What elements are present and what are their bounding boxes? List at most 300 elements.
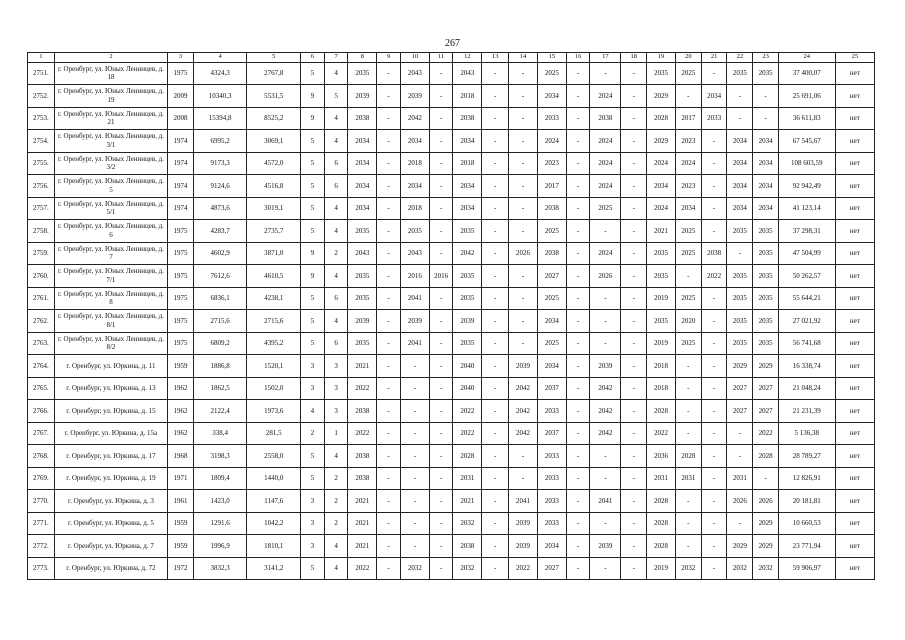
address-cell: г. Оренбург, ул. Юркина, д. 7 bbox=[54, 535, 167, 558]
table-cell: 4 bbox=[324, 62, 348, 85]
cost-cell: 12 826,91 bbox=[778, 467, 835, 490]
table-cell: 2033 bbox=[537, 512, 566, 535]
table-cell: - bbox=[566, 422, 590, 445]
table-cell: 4238,1 bbox=[247, 287, 301, 310]
table-cell: - bbox=[621, 422, 647, 445]
table-cell: 2039 bbox=[509, 512, 538, 535]
column-header: 13 bbox=[482, 53, 509, 63]
table-cell: 2022 bbox=[348, 557, 377, 580]
table-cell: 2035 bbox=[753, 265, 779, 288]
table-cell: 1147,6 bbox=[247, 490, 301, 513]
table-cell: 2034 bbox=[675, 197, 701, 220]
row-number-cell: 2761. bbox=[28, 287, 55, 310]
table-cell: 2035 bbox=[453, 287, 482, 310]
table-cell: - bbox=[377, 265, 401, 288]
table-cell: 2037 bbox=[537, 422, 566, 445]
column-header: 3 bbox=[168, 53, 194, 63]
table-cell: 2038 bbox=[348, 445, 377, 468]
table-cell: - bbox=[377, 310, 401, 333]
flag-cell: нет bbox=[835, 467, 874, 490]
table-cell: 2034 bbox=[537, 310, 566, 333]
table-cell: 1962 bbox=[168, 422, 194, 445]
table-cell: 1974 bbox=[168, 197, 194, 220]
table-cell: - bbox=[377, 175, 401, 198]
column-header: 6 bbox=[301, 53, 325, 63]
table-cell: - bbox=[675, 377, 701, 400]
table-cell: - bbox=[429, 467, 453, 490]
row-number-cell: 2754. bbox=[28, 130, 55, 153]
table-cell: 10340,3 bbox=[193, 85, 247, 108]
table-cell: - bbox=[701, 490, 727, 513]
table-cell: 2023 bbox=[537, 152, 566, 175]
table-cell: 2019 bbox=[647, 287, 676, 310]
flag-cell: нет bbox=[835, 445, 874, 468]
table-cell: 2025 bbox=[590, 197, 621, 220]
table-cell: - bbox=[753, 107, 779, 130]
table-cell: 4 bbox=[324, 130, 348, 153]
flag-cell: нет bbox=[835, 512, 874, 535]
flag-cell: нет bbox=[835, 62, 874, 85]
table-cell: 6995,2 bbox=[193, 130, 247, 153]
table-cell: - bbox=[701, 220, 727, 243]
table-cell: 2041 bbox=[590, 490, 621, 513]
table-cell: - bbox=[701, 152, 727, 175]
table-cell: 4395,2 bbox=[247, 332, 301, 355]
table-cell: 2025 bbox=[675, 62, 701, 85]
table-cell: - bbox=[566, 152, 590, 175]
address-cell: г. Оренбург, ул. Юных Ленинцев, д. 3/2 bbox=[54, 152, 167, 175]
table-cell: 2024 bbox=[590, 85, 621, 108]
table-cell: 2039 bbox=[400, 310, 429, 333]
table-cell: 4610,5 bbox=[247, 265, 301, 288]
table-cell: 5 bbox=[301, 197, 325, 220]
column-header: 1 bbox=[28, 53, 55, 63]
table-cell: 2029 bbox=[753, 355, 779, 378]
column-number-row bbox=[28, 53, 875, 63]
table-cell: - bbox=[675, 422, 701, 445]
flag-cell: нет bbox=[835, 287, 874, 310]
table-cell: - bbox=[509, 130, 538, 153]
table-cell: 2028 bbox=[647, 400, 676, 423]
table-cell: 2032 bbox=[400, 557, 429, 580]
column-header: 2 bbox=[54, 53, 167, 63]
table-cell: 15394,8 bbox=[193, 107, 247, 130]
table-cell: - bbox=[753, 85, 779, 108]
table-cell: 7612,6 bbox=[193, 265, 247, 288]
row-number-cell: 2752. bbox=[28, 85, 55, 108]
table-cell: 5 bbox=[301, 445, 325, 468]
table-cell: 2034 bbox=[453, 175, 482, 198]
table-cell: 9 bbox=[301, 242, 325, 265]
row-number-cell: 2759. bbox=[28, 242, 55, 265]
table-cell: 1959 bbox=[168, 355, 194, 378]
table-cell: 1975 bbox=[168, 265, 194, 288]
table-cell: 2027 bbox=[537, 557, 566, 580]
table-cell: - bbox=[509, 107, 538, 130]
table-cell: - bbox=[590, 287, 621, 310]
table-cell: 2025 bbox=[675, 287, 701, 310]
table-cell: - bbox=[509, 467, 538, 490]
table-cell: - bbox=[566, 220, 590, 243]
table-cell: 2767,8 bbox=[247, 62, 301, 85]
table-cell: - bbox=[701, 557, 727, 580]
table-cell: 6 bbox=[324, 332, 348, 355]
table-cell: - bbox=[429, 85, 453, 108]
table-cell: - bbox=[509, 197, 538, 220]
table-cell: - bbox=[377, 422, 401, 445]
address-cell: г. Оренбург, ул. Юных Ленинцев, д. 7 bbox=[54, 242, 167, 265]
table-cell: - bbox=[727, 85, 753, 108]
table-cell: 3 bbox=[301, 535, 325, 558]
flag-cell: нет bbox=[835, 355, 874, 378]
address-cell: г. Оренбург, ул. Юркина, д. 72 bbox=[54, 557, 167, 580]
table-cell: 3 bbox=[324, 377, 348, 400]
page-number: 267 bbox=[445, 38, 460, 49]
table-cell: 2035 bbox=[453, 265, 482, 288]
table-cell: - bbox=[566, 175, 590, 198]
table-cell: - bbox=[429, 62, 453, 85]
table-cell: 4 bbox=[301, 400, 325, 423]
table-cell: 2042 bbox=[590, 400, 621, 423]
table-cell: 1971 bbox=[168, 467, 194, 490]
table-cell: 2035 bbox=[727, 287, 753, 310]
table-cell: 2029 bbox=[727, 535, 753, 558]
table-cell: 8525,2 bbox=[247, 107, 301, 130]
table-cell: - bbox=[701, 377, 727, 400]
table-cell: 2027 bbox=[727, 400, 753, 423]
table-row bbox=[28, 85, 875, 108]
table-cell: 2017 bbox=[537, 175, 566, 198]
table-cell: - bbox=[377, 242, 401, 265]
table-cell: - bbox=[621, 467, 647, 490]
table-cell: 2038 bbox=[453, 107, 482, 130]
table-cell: 2034 bbox=[537, 85, 566, 108]
cost-cell: 37 400,07 bbox=[778, 62, 835, 85]
table-cell: - bbox=[377, 130, 401, 153]
table-cell: - bbox=[429, 490, 453, 513]
table-cell: 2023 bbox=[675, 175, 701, 198]
table-cell: 9173,3 bbox=[193, 152, 247, 175]
table-cell: 1502,0 bbox=[247, 377, 301, 400]
cost-cell: 37 298,31 bbox=[778, 220, 835, 243]
table-cell: 1973,6 bbox=[247, 400, 301, 423]
table-cell: 1440,0 bbox=[247, 467, 301, 490]
table-cell: 2023 bbox=[675, 130, 701, 153]
cost-cell: 92 942,49 bbox=[778, 175, 835, 198]
table-cell: 2021 bbox=[348, 355, 377, 378]
table-cell: 1042,2 bbox=[247, 512, 301, 535]
table-cell: 2024 bbox=[590, 242, 621, 265]
cost-cell: 28 789,27 bbox=[778, 445, 835, 468]
flag-cell: нет bbox=[835, 310, 874, 333]
table-cell: - bbox=[429, 107, 453, 130]
table-cell: 2020 bbox=[675, 310, 701, 333]
table-cell: 5 bbox=[301, 287, 325, 310]
table-cell: - bbox=[377, 85, 401, 108]
table-cell: 2036 bbox=[647, 445, 676, 468]
address-cell: г. Оренбург, ул. Юркина, д. 17 bbox=[54, 445, 167, 468]
table-cell: 3141,2 bbox=[247, 557, 301, 580]
address-cell: г. Оренбург, ул. Юных Ленинцев, д. 7/1 bbox=[54, 265, 167, 288]
table-cell: - bbox=[482, 242, 509, 265]
table-cell: 2035 bbox=[753, 242, 779, 265]
table-cell: 1974 bbox=[168, 152, 194, 175]
table-cell: - bbox=[429, 445, 453, 468]
table-cell: - bbox=[675, 490, 701, 513]
table-cell: 2018 bbox=[400, 152, 429, 175]
table-cell: 2029 bbox=[753, 535, 779, 558]
table-cell: - bbox=[701, 467, 727, 490]
table-cell: 2035 bbox=[453, 220, 482, 243]
table-cell: 5 bbox=[301, 220, 325, 243]
table-row bbox=[28, 467, 875, 490]
table-cell: 2028 bbox=[675, 445, 701, 468]
table-cell: 4324,3 bbox=[193, 62, 247, 85]
table-cell: 4 bbox=[324, 220, 348, 243]
cost-cell: 56 741,68 bbox=[778, 332, 835, 355]
table-cell: 3198,3 bbox=[193, 445, 247, 468]
cost-cell: 20 181,81 bbox=[778, 490, 835, 513]
table-cell: 2018 bbox=[400, 197, 429, 220]
table-cell: 2016 bbox=[400, 265, 429, 288]
table-cell: - bbox=[701, 535, 727, 558]
row-number-cell: 2766. bbox=[28, 400, 55, 423]
table-cell: 1809,4 bbox=[193, 467, 247, 490]
table-cell: 2027 bbox=[727, 377, 753, 400]
table-cell: 2043 bbox=[348, 242, 377, 265]
table-cell: 2035 bbox=[647, 265, 676, 288]
table-cell: - bbox=[566, 197, 590, 220]
table-cell: - bbox=[701, 130, 727, 153]
address-cell: г. Оренбург, ул. Юных Ленинцев, д. 19 bbox=[54, 85, 167, 108]
table-cell: - bbox=[400, 400, 429, 423]
column-header: 8 bbox=[348, 53, 377, 63]
table-cell: - bbox=[377, 535, 401, 558]
table-cell: 4572,0 bbox=[247, 152, 301, 175]
table-row bbox=[28, 377, 875, 400]
table-cell: 2029 bbox=[647, 85, 676, 108]
row-number-cell: 2768. bbox=[28, 445, 55, 468]
cost-cell: 23 771,94 bbox=[778, 535, 835, 558]
row-number-cell: 2763. bbox=[28, 332, 55, 355]
table-cell: 2558,0 bbox=[247, 445, 301, 468]
address-cell: г. Оренбург, ул. Юных Ленинцев, д. 21 bbox=[54, 107, 167, 130]
flag-cell: нет bbox=[835, 242, 874, 265]
table-cell: - bbox=[482, 400, 509, 423]
table-row bbox=[28, 535, 875, 558]
table-cell: - bbox=[400, 355, 429, 378]
table-cell: - bbox=[509, 220, 538, 243]
table-row bbox=[28, 287, 875, 310]
table-cell: - bbox=[590, 445, 621, 468]
table-cell: 2038 bbox=[537, 242, 566, 265]
cost-cell: 50 262,57 bbox=[778, 265, 835, 288]
table-cell: 3 bbox=[301, 512, 325, 535]
cost-cell: 67 545,67 bbox=[778, 130, 835, 153]
table-cell: 2041 bbox=[400, 287, 429, 310]
cost-cell: 21 231,39 bbox=[778, 400, 835, 423]
address-cell: г. Оренбург, ул. Юркина, д. 15а bbox=[54, 422, 167, 445]
row-number-cell: 2771. bbox=[28, 512, 55, 535]
table-cell: 2026 bbox=[727, 490, 753, 513]
table-cell: 2018 bbox=[453, 152, 482, 175]
table-cell: 2034 bbox=[348, 152, 377, 175]
table-cell: 2018 bbox=[453, 85, 482, 108]
table-cell: 2038 bbox=[590, 107, 621, 130]
table-cell: 2038 bbox=[348, 400, 377, 423]
table-cell: 2019 bbox=[647, 557, 676, 580]
table-cell: 2025 bbox=[537, 332, 566, 355]
table-cell: - bbox=[509, 287, 538, 310]
table-cell: 2025 bbox=[675, 242, 701, 265]
table-cell: - bbox=[509, 175, 538, 198]
table-row bbox=[28, 62, 875, 85]
table-row bbox=[28, 332, 875, 355]
table-cell: - bbox=[400, 467, 429, 490]
address-cell: г. Оренбург, ул. Юных Ленинцев, д. 18 bbox=[54, 62, 167, 85]
column-header: 19 bbox=[647, 53, 676, 63]
table-cell: 3069,1 bbox=[247, 130, 301, 153]
column-header: 7 bbox=[324, 53, 348, 63]
table-cell: 4516,8 bbox=[247, 175, 301, 198]
table-cell: 5 bbox=[301, 175, 325, 198]
column-header: 16 bbox=[566, 53, 590, 63]
table-cell: 5 bbox=[301, 467, 325, 490]
table-cell: - bbox=[701, 310, 727, 333]
table-cell: - bbox=[429, 242, 453, 265]
cost-cell: 55 644,21 bbox=[778, 287, 835, 310]
table-cell: 3 bbox=[301, 355, 325, 378]
table-cell: - bbox=[566, 85, 590, 108]
table-cell: 2715,6 bbox=[193, 310, 247, 333]
table-cell: - bbox=[566, 332, 590, 355]
address-cell: г. Оренбург, ул. Юных Ленинцев, д. 8/2 bbox=[54, 332, 167, 355]
table-row bbox=[28, 220, 875, 243]
table-cell: - bbox=[482, 422, 509, 445]
table-cell: - bbox=[482, 130, 509, 153]
table-cell: - bbox=[621, 197, 647, 220]
table-cell: 2022 bbox=[509, 557, 538, 580]
table-cell: 2042 bbox=[590, 377, 621, 400]
table-cell: 4 bbox=[324, 535, 348, 558]
flag-cell: нет bbox=[835, 220, 874, 243]
table-cell: - bbox=[482, 535, 509, 558]
table-cell: - bbox=[400, 422, 429, 445]
table-cell: - bbox=[701, 422, 727, 445]
table-cell: - bbox=[566, 242, 590, 265]
table-cell: 2038 bbox=[701, 242, 727, 265]
table-cell: 2032 bbox=[727, 557, 753, 580]
address-cell: г. Оренбург, ул. Юных Ленинцев, д. 8/1 bbox=[54, 310, 167, 333]
table-cell: - bbox=[566, 445, 590, 468]
table-cell: - bbox=[621, 512, 647, 535]
cost-cell: 41 123,14 bbox=[778, 197, 835, 220]
table-cell: 2024 bbox=[537, 130, 566, 153]
table-cell: - bbox=[621, 287, 647, 310]
table-cell: - bbox=[590, 332, 621, 355]
table-cell: - bbox=[566, 535, 590, 558]
table-cell: 338,4 bbox=[193, 422, 247, 445]
table-cell: 2034 bbox=[453, 197, 482, 220]
table-cell: 2022 bbox=[647, 422, 676, 445]
table-cell: - bbox=[590, 467, 621, 490]
table-cell: - bbox=[566, 107, 590, 130]
table-cell: 2032 bbox=[453, 557, 482, 580]
table-cell: 2021 bbox=[647, 220, 676, 243]
table-cell: - bbox=[621, 242, 647, 265]
table-row bbox=[28, 422, 875, 445]
table-cell: - bbox=[429, 557, 453, 580]
table-cell: 2024 bbox=[647, 152, 676, 175]
table-cell: - bbox=[482, 445, 509, 468]
table-cell: - bbox=[377, 557, 401, 580]
table-cell: 4 bbox=[324, 197, 348, 220]
table-cell: 1975 bbox=[168, 62, 194, 85]
row-number-cell: 2770. bbox=[28, 490, 55, 513]
table-cell: - bbox=[590, 310, 621, 333]
table-cell: 2035 bbox=[727, 265, 753, 288]
table-cell: - bbox=[482, 85, 509, 108]
row-number-cell: 2767. bbox=[28, 422, 55, 445]
table-cell: - bbox=[377, 355, 401, 378]
table-cell: - bbox=[429, 152, 453, 175]
table-cell: - bbox=[621, 265, 647, 288]
table-cell: 2034 bbox=[400, 175, 429, 198]
table-cell: 1974 bbox=[168, 175, 194, 198]
table-cell: - bbox=[753, 467, 779, 490]
table-cell: 1959 bbox=[168, 535, 194, 558]
row-number-cell: 2755. bbox=[28, 152, 55, 175]
table-cell: 9124,6 bbox=[193, 175, 247, 198]
table-cell: 2035 bbox=[727, 62, 753, 85]
table-cell: - bbox=[621, 220, 647, 243]
column-header: 20 bbox=[675, 53, 701, 63]
table-cell: 2034 bbox=[753, 175, 779, 198]
column-header: 15 bbox=[537, 53, 566, 63]
table-cell: - bbox=[566, 310, 590, 333]
table-cell: 2031 bbox=[647, 467, 676, 490]
table-cell: 2035 bbox=[647, 310, 676, 333]
table-cell: 2040 bbox=[453, 355, 482, 378]
table-cell: 6809,2 bbox=[193, 332, 247, 355]
table-cell: 2034 bbox=[727, 130, 753, 153]
table-cell: - bbox=[727, 445, 753, 468]
table-cell: 2034 bbox=[727, 175, 753, 198]
table-cell: 2039 bbox=[590, 355, 621, 378]
table-cell: 1975 bbox=[168, 332, 194, 355]
table-cell: 2039 bbox=[590, 535, 621, 558]
table-cell: 2034 bbox=[647, 175, 676, 198]
table-cell: 2035 bbox=[753, 62, 779, 85]
table-cell: 2034 bbox=[348, 130, 377, 153]
table-cell: 5 bbox=[301, 62, 325, 85]
table-cell: 2035 bbox=[727, 310, 753, 333]
table-cell: 1 bbox=[324, 422, 348, 445]
table-cell: 2029 bbox=[753, 512, 779, 535]
table-cell: - bbox=[377, 467, 401, 490]
table-cell: 3 bbox=[301, 377, 325, 400]
table-cell: 2042 bbox=[453, 242, 482, 265]
table-cell: - bbox=[727, 242, 753, 265]
table-cell: 2031 bbox=[727, 467, 753, 490]
table-cell: 2037 bbox=[537, 377, 566, 400]
table-cell: - bbox=[400, 445, 429, 468]
table-cell: 1520,1 bbox=[247, 355, 301, 378]
table-cell: 5 bbox=[301, 557, 325, 580]
table-cell: 4873,6 bbox=[193, 197, 247, 220]
table-cell: - bbox=[566, 377, 590, 400]
table-cell: - bbox=[377, 332, 401, 355]
